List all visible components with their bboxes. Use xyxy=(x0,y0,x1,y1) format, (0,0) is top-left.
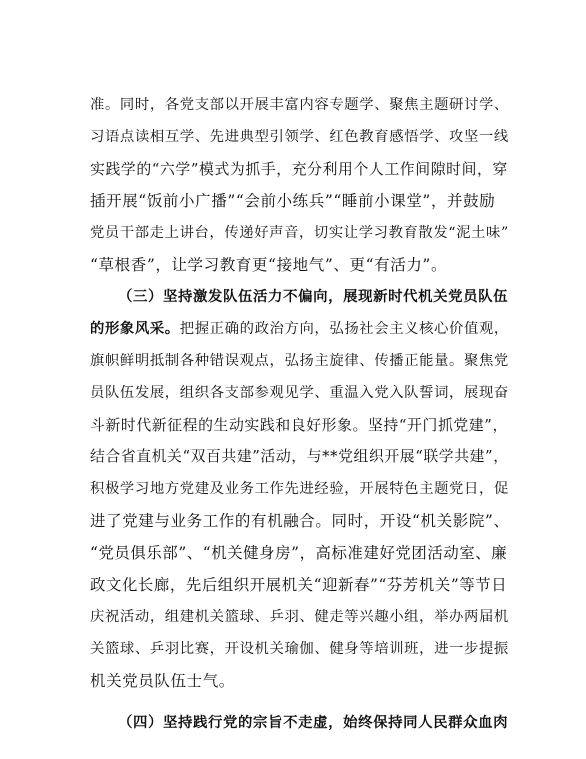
section-3-line-2: 旗帜鲜明抵制各种错误观点，弘扬主旋律、传播正能量。聚焦党 xyxy=(90,353,509,369)
section-3-line-4: 斗新时代新征程的生动实践和良好形象。坚持“开门抓党建”， xyxy=(90,416,508,434)
section-3-line-6: 积极学习地方党建及业务工作先进经验，开展特色主题党日，促 xyxy=(90,481,509,497)
section-3-heading-line-2: 的形象风采。 xyxy=(90,321,180,337)
section-3-line-12: 机关党员队伍士气。 xyxy=(90,672,235,690)
section-3-line-8: “党员俱乐部”、“机关健身房”，高标准建好党团活动室、廉 xyxy=(90,544,508,562)
section-3-line-7: 进了党建与业务工作的有机融合。同时，开设“机关影院”、 xyxy=(90,512,510,530)
paragraph-1-line-6: “草根香”，让学习教育更“接地气”、更“有活力”。 xyxy=(90,256,448,274)
section-3-heading-line-1: （三）坚持激发队伍活力不偏向，展现新时代机关党员队伍 xyxy=(118,288,509,305)
paragraph-1-line-5: 党员干部走上讲台，传递好声音，切实让学习教育散发“泥土味” xyxy=(90,225,509,241)
paragraph-1-line-3: 实践学的“六学”模式为抓手，充分利用个人工作间隙时间，穿 xyxy=(90,160,508,178)
section-4-heading: （四）坚持践行党的宗旨不走虚，始终保持同人民群众血肉 xyxy=(118,714,509,731)
section-3-line-10: 庆祝活动，组建机关篮球、乒羽、健走等兴趣小组，举办两届机 xyxy=(90,609,509,625)
paragraph-1-line-4: 插开展“饭前小广播”“会前小练兵”“睡前小课堂”，并鼓励 xyxy=(90,192,496,210)
section-3-line-1 xyxy=(90,319,510,339)
paragraph-1-line-1: 准。同时，各党支部以开展丰富内容专题学、聚焦主题研讨学、 xyxy=(90,97,509,113)
paragraph-1-line-2: 习语点读相互学、先进典型引领学、红色教育感悟学、攻坚一线 xyxy=(90,129,509,145)
section-3-line-1-rest: 把握正确的政治方向，弘扬社会主义核心价值观， xyxy=(179,321,509,337)
section-3-line-3: 员队伍发展，组织各支部参观见学、重温入党入队誓词，展现奋 xyxy=(90,385,509,401)
section-3-line-11: 关篮球、乒羽比赛，开设机关瑜伽、健身等培训班，进一步提振 xyxy=(90,641,509,657)
section-3-line-5: 结合省直机关“双百共建”活动，与**党组织开展“联学共建”， xyxy=(90,448,509,465)
section-3-line-9: 政文化长廊，先后组织开展机关“迎新春”“芬芳机关”等节日 xyxy=(90,576,508,594)
